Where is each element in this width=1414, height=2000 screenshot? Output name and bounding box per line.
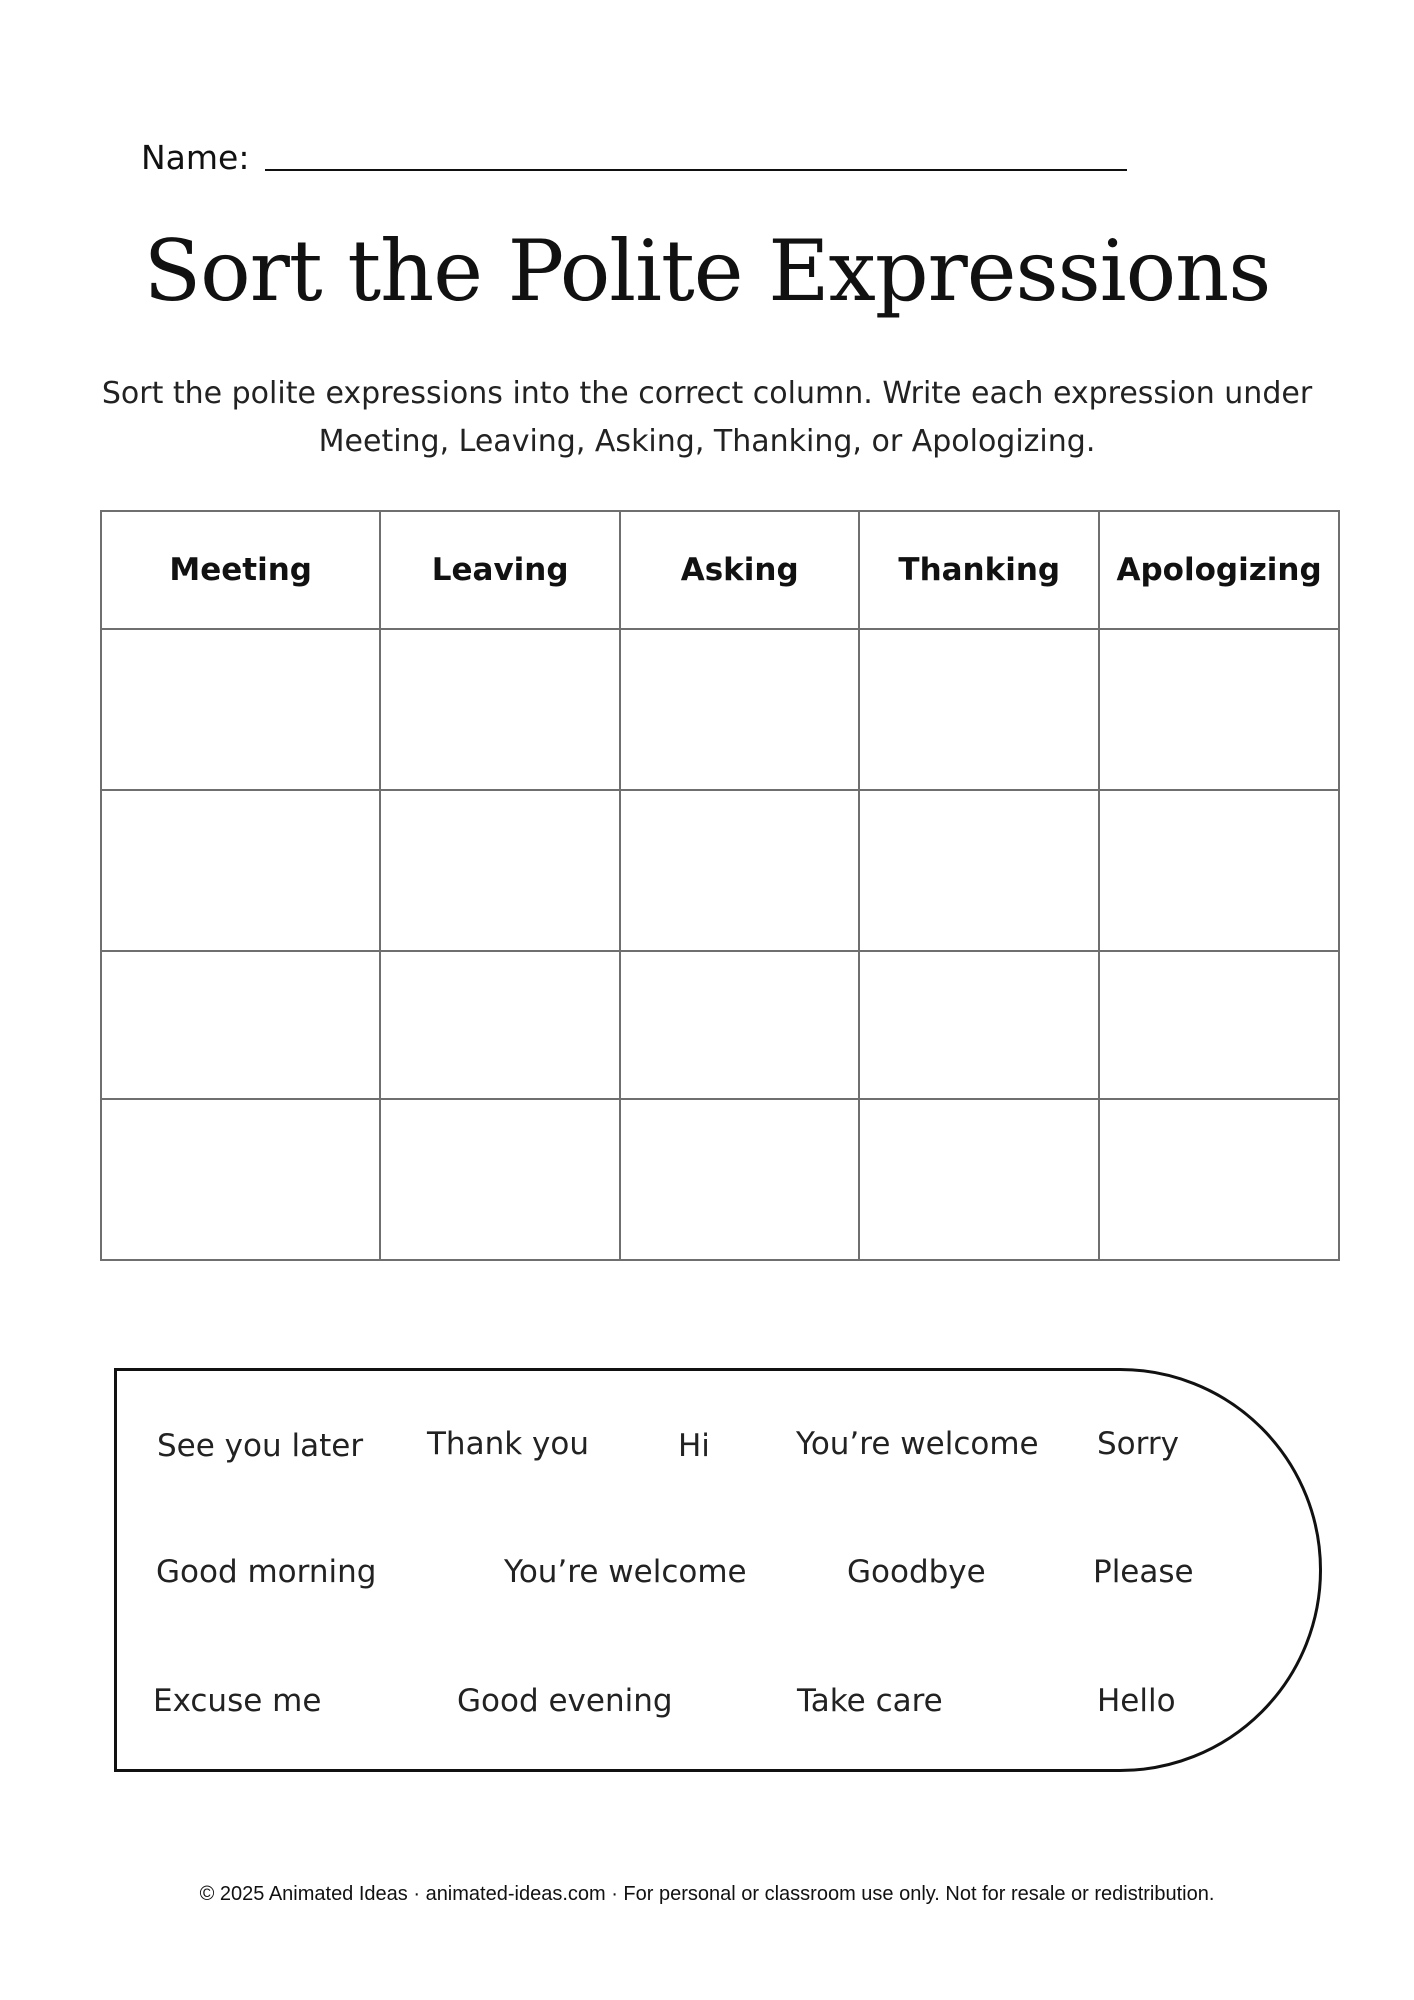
name-field <box>141 138 1127 177</box>
instructions-line-2: Meeting, Leaving, Asking, Thanking, or Apologizing. <box>318 424 1096 459</box>
table-row <box>101 1099 1339 1260</box>
word-excuse-me: Excuse me <box>153 1683 322 1719</box>
answer-cell[interactable] <box>380 629 620 790</box>
answer-cell[interactable] <box>101 951 380 1099</box>
word-hi: Hi <box>678 1428 710 1464</box>
word-good-evening: Good evening <box>457 1683 673 1719</box>
page-title: Sort the Polite Expressions <box>143 222 1271 320</box>
column-header-apologizing: Apologizing <box>1099 511 1339 629</box>
answer-cell[interactable] <box>620 790 859 951</box>
word-sorry: Sorry <box>1097 1426 1179 1462</box>
answer-cell[interactable] <box>859 629 1099 790</box>
table-row <box>101 629 1339 790</box>
word-thank-you: Thank you <box>427 1426 589 1462</box>
answer-cell[interactable] <box>620 1099 859 1260</box>
instructions <box>80 370 1334 466</box>
footer-copyright: © 2025 Animated Ideas · animated-ideas.com · For personal or classroom use only. Not for resale or redistribution. <box>199 1883 1215 1905</box>
column-header-asking: Asking <box>620 511 859 629</box>
answer-cell[interactable] <box>380 1099 620 1260</box>
answer-cell[interactable] <box>859 1099 1099 1260</box>
answer-cell[interactable] <box>101 790 380 951</box>
answer-cell[interactable] <box>859 951 1099 1099</box>
name-label: Name: <box>141 138 250 177</box>
answer-cell[interactable] <box>859 790 1099 951</box>
table-row <box>101 951 1339 1099</box>
word-youre-welcome: You’re welcome <box>504 1554 747 1590</box>
column-header-thanking: Thanking <box>859 511 1099 629</box>
answer-cell[interactable] <box>620 629 859 790</box>
answer-cell[interactable] <box>101 629 380 790</box>
answer-cell[interactable] <box>380 790 620 951</box>
instructions-line-1: Sort the polite expressions into the correct column. Write each expression under <box>101 376 1313 411</box>
answer-cell[interactable] <box>1099 790 1339 951</box>
answer-cell[interactable] <box>620 951 859 1099</box>
word-see-you-later: See you later <box>157 1428 364 1464</box>
answer-cell[interactable] <box>1099 629 1339 790</box>
sort-table <box>100 510 1340 1261</box>
answer-cell[interactable] <box>1099 951 1339 1099</box>
column-header-meeting: Meeting <box>101 511 380 629</box>
word-hello: Hello <box>1097 1683 1176 1719</box>
answer-cell[interactable] <box>380 951 620 1099</box>
word-goodbye: Goodbye <box>847 1554 986 1590</box>
word-take-care: Take care <box>797 1683 943 1719</box>
word-youre-welcome: You’re welcome <box>796 1426 1039 1462</box>
name-write-line[interactable] <box>265 169 1127 171</box>
answer-cell[interactable] <box>101 1099 380 1260</box>
word-good-morning: Good morning <box>156 1554 377 1590</box>
table-header-row <box>101 511 1339 629</box>
answer-cell[interactable] <box>1099 1099 1339 1260</box>
column-header-leaving: Leaving <box>380 511 620 629</box>
word-please: Please <box>1093 1554 1194 1590</box>
word-bank <box>114 1368 1322 1772</box>
table-row <box>101 790 1339 951</box>
